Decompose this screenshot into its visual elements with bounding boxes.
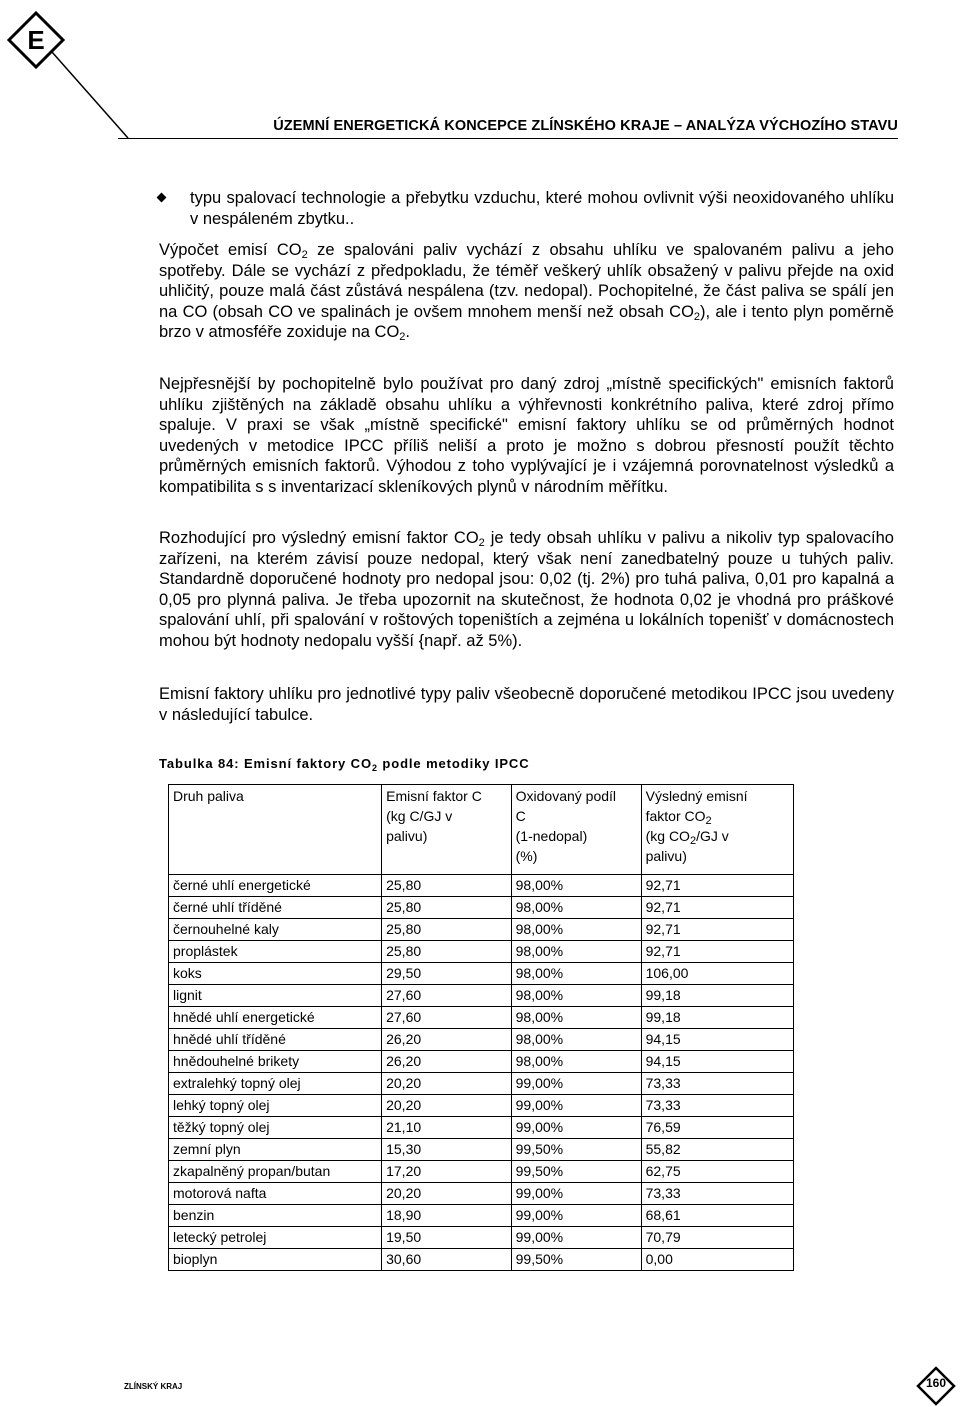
cell-oxidized-fraction: 99,00% <box>511 1117 641 1139</box>
table-row <box>169 1095 794 1117</box>
cell-resulting-factor: 73,33 <box>641 1095 793 1117</box>
cell-oxidized-fraction: 99,50% <box>511 1249 641 1271</box>
page-number: 160 <box>925 1376 947 1390</box>
cell-resulting-factor: 99,18 <box>641 1007 793 1029</box>
cell-oxidized-fraction: 99,00% <box>511 1095 641 1117</box>
cell-resulting-factor: 92,71 <box>641 941 793 963</box>
table-row <box>169 897 794 919</box>
cell-fuel-type: proplástek <box>169 941 382 963</box>
cell-oxidized-fraction: 99,00% <box>511 1227 641 1249</box>
header-oxidized-fraction: Oxidovaný podíl C (1-nedopal) (%) <box>511 785 641 875</box>
cell-fuel-type: zkapalněný propan/butan <box>169 1161 382 1183</box>
cell-emission-factor-c: 25,80 <box>382 897 512 919</box>
table-row <box>169 1227 794 1249</box>
header-resulting-factor-co2: Výsledný emisní faktor $CO_2$ (kg $CO_2/GJ$ v palivu) <box>641 785 793 875</box>
cell-resulting-factor: 70,79 <box>641 1227 793 1249</box>
cell-oxidized-fraction: 98,00% <box>511 1051 641 1073</box>
cell-fuel-type: černouhelné kaly <box>169 919 382 941</box>
cell-oxidized-fraction: 98,00% <box>511 1029 641 1051</box>
paragraph-table-intro: Emisní faktory uhlíku pro jednotlivé typy paliv všeobecně doporučené metodikou IPCC jsou uvedeny v následující tabulce. <box>159 685 894 724</box>
cell-fuel-type: hnědé uhlí tříděné <box>169 1029 382 1051</box>
cell-fuel-type: lehký topný olej <box>169 1095 382 1117</box>
paragraph-specific-factors: Nejpřesnější by pochopitelně bylo používat pro daný zdroj „místně specifických" emisních faktorů uhlíku zjištěných na základě obsahu uhlíku a výhřevnosti konkrétního paliva, které zdroj přímo spaluje. V praxi se však „místně specifické" emisní faktory uhlíku se od průměrných hodnot uvedených v metodice IPCC příliš neliší a proto je možno s dobrou přesností použít těchto průměrných emisních faktorů. Výhodou z toho vyplývající je i vzájemná porovnatelnost výsledků a kompatibilita s s inventarizací skleníkových plynů v národním měřítku. <box>159 375 894 496</box>
table-row <box>169 963 794 985</box>
cell-emission-factor-c: 20,20 <box>382 1183 512 1205</box>
cell-emission-factor-c: 25,80 <box>382 875 512 897</box>
cell-emission-factor-c: 20,20 <box>382 1095 512 1117</box>
cell-resulting-factor: 73,33 <box>641 1183 793 1205</box>
table-row <box>169 1029 794 1051</box>
cell-emission-factor-c: 29,50 <box>382 963 512 985</box>
header-title: ÚZEMNÍ ENERGETICKÁ KONCEPCE ZLÍNSKÉHO KRAJE – ANALÝZA VÝCHOZÍHO STAVU <box>273 118 898 134</box>
cell-resulting-factor: 73,33 <box>641 1073 793 1095</box>
emission-factors-table <box>168 784 794 1271</box>
bullet-item-text: typu spalovací technologie a přebytku vzduchu, které mohou ovlivnit výši neoxidovaného uhlíku v nespáleném zbytku.. <box>190 189 894 228</box>
cell-fuel-type: černé uhlí energetické <box>169 875 382 897</box>
cell-emission-factor-c: 21,10 <box>382 1117 512 1139</box>
cell-resulting-factor: 62,75 <box>641 1161 793 1183</box>
cell-emission-factor-c: 20,20 <box>382 1073 512 1095</box>
cell-fuel-type: lignit <box>169 985 382 1007</box>
cell-resulting-factor: 0,00 <box>641 1249 793 1271</box>
cell-oxidized-fraction: 99,00% <box>511 1073 641 1095</box>
footer-region: ZLÍNSKÝ KRAJ <box>124 1382 183 1391</box>
cell-oxidized-fraction: 98,00% <box>511 875 641 897</box>
bullet-icon <box>157 193 167 203</box>
cell-emission-factor-c: 25,80 <box>382 919 512 941</box>
cell-fuel-type: černé uhlí tříděné <box>169 897 382 919</box>
cell-resulting-factor: 55,82 <box>641 1139 793 1161</box>
cell-emission-factor-c: 25,80 <box>382 941 512 963</box>
cell-oxidized-fraction: 99,00% <box>511 1183 641 1205</box>
cell-oxidized-fraction: 98,00% <box>511 985 641 1007</box>
table-row <box>169 1117 794 1139</box>
table-row <box>169 1051 794 1073</box>
cell-emission-factor-c: 18,90 <box>382 1205 512 1227</box>
table-row <box>169 1139 794 1161</box>
cell-resulting-factor: 106,00 <box>641 963 793 985</box>
header-decor-line <box>50 50 130 142</box>
cell-fuel-type: bioplyn <box>169 1249 382 1271</box>
header-emission-factor-c: Emisní faktor C (kg C/GJ v palivu) <box>382 785 512 875</box>
cell-emission-factor-c: 26,20 <box>382 1051 512 1073</box>
cell-fuel-type: letecký petrolej <box>169 1227 382 1249</box>
paragraph-emissions: Výpočet emisí $CO_2$ ze spalováni paliv vychází z obsahu uhlíku ve spalovaném palivu a jeho spotřeby. Dále se vychází z předpokladu, že téměř veškerý uhlík obsažený v palivu přejde na oxid uhličitý, pouze malá část zůstává nespálena (tzv. nedopal). Pochopitelné, že část paliva se spálí jen na CO (obsah CO ve spalinách je ovšem mnohem menší než obsah $CO_2$), ale i tento plyn poměrně brzo v atmosféře zoxiduje na $CO_2$. <box>159 241 894 344</box>
cell-fuel-type: motorová nafta <box>169 1183 382 1205</box>
table-row <box>169 875 794 897</box>
cell-oxidized-fraction: 98,00% <box>511 919 641 941</box>
table-row <box>169 1007 794 1029</box>
cell-fuel-type: hnědouhelné brikety <box>169 1051 382 1073</box>
cell-fuel-type: benzin <box>169 1205 382 1227</box>
cell-fuel-type: koks <box>169 963 382 985</box>
cell-resulting-factor: 92,71 <box>641 897 793 919</box>
cell-oxidized-fraction: 98,00% <box>511 897 641 919</box>
cell-emission-factor-c: 30,60 <box>382 1249 512 1271</box>
logo-letter: E <box>27 25 45 55</box>
header-rule <box>118 138 898 139</box>
cell-emission-factor-c: 27,60 <box>382 985 512 1007</box>
cell-emission-factor-c: 19,50 <box>382 1227 512 1249</box>
cell-fuel-type: zemní plyn <box>169 1139 382 1161</box>
header-fuel-type: Druh paliva <box>169 785 382 875</box>
cell-resulting-factor: 94,15 <box>641 1029 793 1051</box>
cell-fuel-type: extralehký topný olej <box>169 1073 382 1095</box>
cell-resulting-factor: 92,71 <box>641 919 793 941</box>
table-caption: Tabulka 84: Emisní faktory $CO_2$ podle metodiky IPCC <box>159 756 530 773</box>
table-row <box>169 919 794 941</box>
table-row <box>169 1183 794 1205</box>
cell-oxidized-fraction: 99,00% <box>511 1205 641 1227</box>
cell-resulting-factor: 76,59 <box>641 1117 793 1139</box>
cell-fuel-type: hnědé uhlí energetické <box>169 1007 382 1029</box>
cell-fuel-type: těžký topný olej <box>169 1117 382 1139</box>
cell-oxidized-fraction: 98,00% <box>511 963 641 985</box>
cell-resulting-factor: 99,18 <box>641 985 793 1007</box>
table-row <box>169 1249 794 1271</box>
table-row <box>169 941 794 963</box>
table-row <box>169 1205 794 1227</box>
cell-resulting-factor: 94,15 <box>641 1051 793 1073</box>
cell-oxidized-fraction: 98,00% <box>511 941 641 963</box>
cell-emission-factor-c: 27,60 <box>382 1007 512 1029</box>
table-row <box>169 985 794 1007</box>
cell-oxidized-fraction: 99,50% <box>511 1161 641 1183</box>
table-row <box>169 1161 794 1183</box>
cell-emission-factor-c: 17,20 <box>382 1161 512 1183</box>
cell-emission-factor-c: 26,20 <box>382 1029 512 1051</box>
cell-oxidized-fraction: 98,00% <box>511 1007 641 1029</box>
cell-resulting-factor: 68,61 <box>641 1205 793 1227</box>
table-header-row <box>169 785 794 875</box>
cell-resulting-factor: 92,71 <box>641 875 793 897</box>
paragraph-decisive-factor: Rozhodující pro výsledný emisní faktor $CO_2$ je tedy obsah uhlíku v palivu a nikoliv typ spalovacího zařízeni, na kterém závisí pouze nedopal, který však není zanedbatelný pouze u tuhých paliv. Standardně doporučené hodnoty pro nedopal jsou: 0,02 (tj. 2%) pro tuhá paliva, 0,01 pro kapalná a 0,05 pro plynná paliva. Je třeba upozornit na skutečnost, že hodnota 0,02 je vhodná pro práškové spalování uhlí, při spalování v roštových topeništích a zejména u lokálních topenišť v domácnostech mohou být hodnoty nedopalu vyšší {např. až 5%). <box>159 529 894 650</box>
cell-emission-factor-c: 15,30 <box>382 1139 512 1161</box>
table-row <box>169 1073 794 1095</box>
cell-oxidized-fraction: 99,50% <box>511 1139 641 1161</box>
